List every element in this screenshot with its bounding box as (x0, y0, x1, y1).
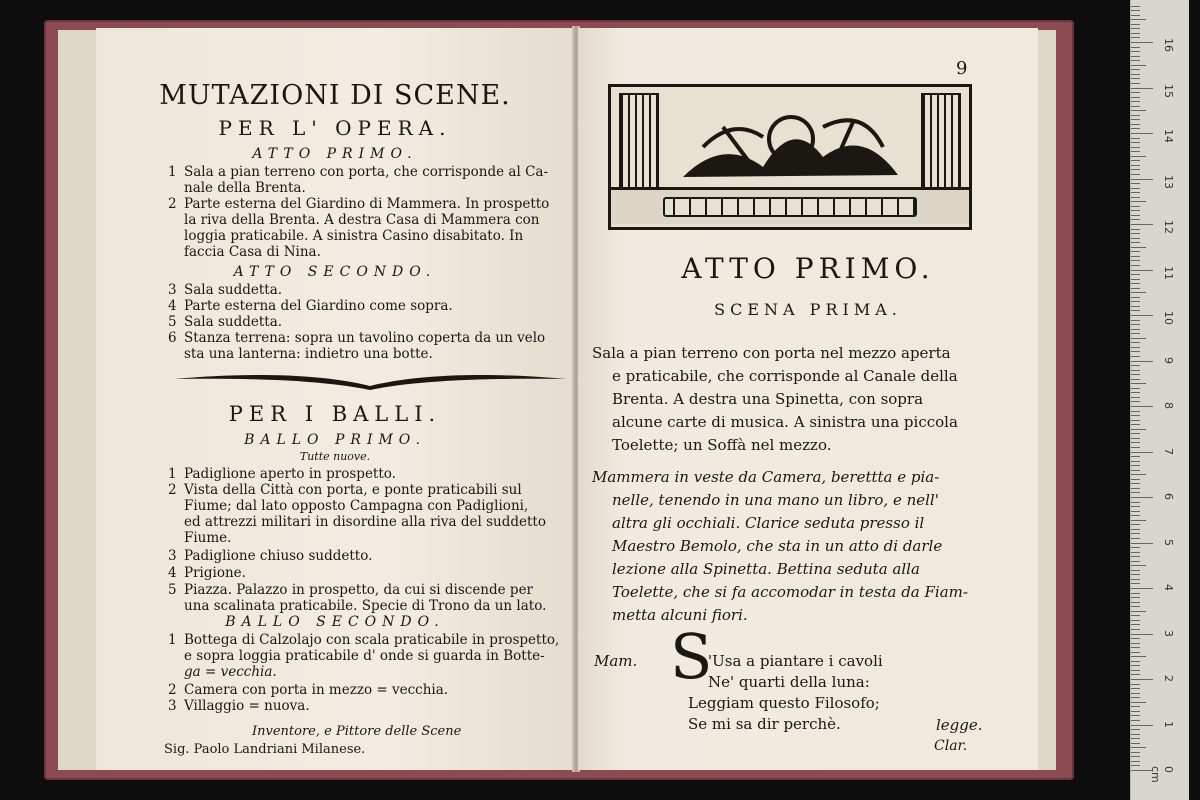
ruler-tick (1131, 169, 1140, 170)
ruler-tick (1131, 479, 1140, 480)
stage-line: altra gli occhiali. Clarice seduta presso il (612, 514, 925, 532)
ruler-tick (1131, 6, 1140, 7)
ruler-tick (1131, 306, 1140, 307)
ruler-label: 12 (1162, 220, 1175, 234)
ruler-tick (1131, 297, 1140, 298)
ruler-tick (1131, 574, 1140, 575)
per-i-balli-heading: PER I BALLI. (228, 402, 442, 426)
ballo-primo-heading: BALLO PRIMO. (244, 432, 426, 448)
ruler-tick (1131, 670, 1140, 671)
ruler-tick (1131, 734, 1140, 735)
ruler-tick (1131, 88, 1153, 89)
ruler-tick (1131, 119, 1140, 120)
ruler-tick (1131, 78, 1140, 79)
ruler-label: 6 (1162, 493, 1175, 500)
ruler-label: 15 (1162, 83, 1175, 98)
ruler-tick (1131, 60, 1140, 61)
ruler-tick (1131, 356, 1140, 357)
ruler-tick (1131, 556, 1140, 557)
list-item: 5 Sala suddetta. (168, 314, 283, 330)
ruler-tick (1131, 251, 1140, 252)
ballo-primo-note: Tutte nuove. (299, 450, 371, 463)
list-item: 3 Sala suddetta. (168, 282, 283, 298)
ruler-tick (1131, 643, 1140, 644)
ruler-label: 0 cm (1149, 766, 1175, 783)
list-item: ed attrezzi militari in disordine alla riva del suddetto (184, 514, 546, 530)
list-item: 6 Stanza terrena: sopra un tavolino coperta da un velo (168, 330, 546, 346)
ruler-tick (1131, 511, 1140, 512)
measuring-ruler (1130, 0, 1189, 800)
column-left (619, 93, 659, 191)
ruler-tick (1131, 483, 1140, 484)
ruler-tick (1131, 702, 1146, 703)
ruler-tick (1131, 174, 1140, 175)
list-item: 1 Padiglione aperto in prospetto. (168, 466, 396, 482)
ruler-tick (1131, 260, 1140, 261)
list-item: una scalinata praticabile. Specie di Trono da un lato. (184, 598, 547, 614)
list-item: 2 Vista della Città con porta, e ponte praticabili sul (168, 482, 522, 498)
ruler-tick (1131, 19, 1146, 20)
atto-secondo-heading: ATTO SECONDO. (233, 264, 437, 280)
verse-line: Ne' quarti della luna: (708, 673, 870, 691)
list-item: 2 Parte esterna del Giardino di Mammera. In prospetto (168, 196, 550, 212)
ruler-tick (1131, 652, 1140, 653)
ruler-tick (1131, 433, 1140, 434)
list-item: faccia Casa di Nina. (184, 244, 321, 260)
ruler-tick (1131, 51, 1140, 52)
ruler-tick (1131, 28, 1140, 29)
ruler-tick (1131, 688, 1140, 689)
ruler-label: 4 (1162, 584, 1175, 591)
ruler-tick (1131, 756, 1140, 757)
stage-line: lezione alla Spinetta. Bettina seduta alla (612, 560, 920, 578)
ruler-tick (1131, 543, 1153, 544)
ruler-tick (1131, 593, 1140, 594)
right-page-edges (1036, 30, 1056, 770)
ruler-tick (1131, 602, 1140, 603)
ruler-tick (1131, 442, 1140, 443)
verse-line: 'Usa a piantare i cavoli (708, 652, 883, 670)
ruler-tick (1131, 179, 1153, 180)
ruler-tick (1131, 738, 1140, 739)
ruler-tick (1131, 679, 1153, 680)
ruler-tick (1131, 292, 1146, 293)
stage-line: Maestro Bemolo, che sta in un atto di darle (612, 537, 943, 555)
ruler-tick (1131, 206, 1140, 207)
ruler-tick (1131, 474, 1146, 475)
setting-line: Brenta. A destra una Spinetta, con sopra (612, 390, 924, 408)
ruler-tick (1131, 142, 1140, 143)
decorative-vignette (608, 84, 972, 230)
ruler-tick (1131, 656, 1146, 657)
ruler-tick (1131, 242, 1140, 243)
setting-line: Toelette; un Soffà nel mezzo. (612, 436, 832, 454)
credit-line-2: Sig. Paolo Landriani Milanese. (164, 742, 366, 757)
stage-line: Toelette, che si fa accomodar in testa da Fiam- (612, 583, 968, 601)
ruler-label: 9 (1162, 356, 1175, 364)
ruler-tick (1131, 761, 1140, 762)
ruler-label: 3 (1162, 629, 1175, 637)
ruler-tick (1131, 624, 1140, 625)
ruler-tick (1131, 310, 1140, 311)
ruler-tick (1131, 279, 1140, 280)
trophy-ornament-icon (663, 97, 913, 187)
ruler-tick (1131, 138, 1140, 139)
setting-line: Sala a pian terreno con porta nel mezzo aperta (592, 344, 951, 362)
ruler-tick (1131, 492, 1140, 493)
ruler-tick (1131, 210, 1140, 211)
ruler-tick (1131, 588, 1153, 589)
ruler-tick (1131, 502, 1140, 503)
ruler-tick (1131, 374, 1140, 375)
ruler-label: 7 (1162, 447, 1175, 455)
ruler-tick (1131, 351, 1140, 352)
ruler-tick (1131, 715, 1140, 716)
ruler-tick (1131, 147, 1140, 148)
ruler-tick (1131, 83, 1140, 84)
ruler-tick (1131, 629, 1140, 630)
ruler-tick (1131, 124, 1140, 125)
list-item: 1 Sala a pian terreno con porta, che corrisponde al Ca- (168, 164, 549, 180)
ruler-tick (1131, 725, 1153, 726)
ruler-tick (1131, 329, 1140, 330)
ruler-tick (1131, 620, 1140, 621)
ruler-tick (1131, 106, 1140, 107)
ruler-tick (1131, 570, 1140, 571)
ruler-tick (1131, 215, 1140, 216)
ruler-tick (1131, 69, 1140, 70)
list-item: la riva della Brenta. A destra Casa di Mammera con (184, 212, 540, 228)
ruler-tick (1131, 342, 1140, 343)
ruler-tick (1131, 583, 1140, 584)
ruler-tick (1131, 324, 1140, 325)
ruler-tick (1131, 92, 1140, 93)
ruler-tick (1131, 397, 1140, 398)
ruler-tick (1131, 283, 1140, 284)
ruler-tick (1131, 201, 1146, 202)
ruler-tick (1131, 438, 1140, 439)
ruler-tick (1131, 752, 1140, 753)
ruler-tick (1131, 674, 1140, 675)
ruler-tick (1131, 665, 1140, 666)
stage-line: Mammera in veste da Camera, berettta e pia- (592, 468, 940, 486)
ruler-tick (1131, 693, 1140, 694)
ruler-tick (1131, 684, 1140, 685)
ruler-tick (1131, 447, 1140, 448)
scene-title: SCENA PRIMA. (714, 300, 902, 319)
ruler-tick (1131, 661, 1140, 662)
ruler-tick (1131, 465, 1140, 466)
page-title: MUTAZIONI DI SCENE. (159, 80, 511, 111)
ruler-tick (1131, 552, 1140, 553)
ruler-tick (1131, 24, 1140, 25)
list-item: nale della Brenta. (184, 180, 306, 196)
list-item: 5 Piazza. Palazzo in prospetto, da cui si discende per (168, 582, 534, 598)
stage-line: nelle, tenendo in una mano un libro, e nell' (612, 491, 939, 509)
ruler-tick (1131, 515, 1140, 516)
ruler-tick (1131, 188, 1140, 189)
ruler-tick (1131, 506, 1140, 507)
ruler-tick (1131, 706, 1140, 707)
setting-line: alcune carte di musica. A sinistra una piccola (612, 413, 958, 431)
list-item: 1 Bottega di Calzolajo con scala praticabile in prospetto, (168, 632, 560, 648)
ruler-tick (1131, 97, 1140, 98)
list-item: 4 Parte esterna del Giardino come sopra. (168, 298, 453, 314)
ruler-tick (1131, 47, 1140, 48)
ruler-tick (1131, 110, 1146, 111)
ruler-tick (1131, 338, 1146, 339)
ornamental-divider (172, 366, 568, 392)
ruler-tick (1131, 634, 1153, 635)
ruler-tick (1131, 74, 1140, 75)
ruler-tick (1131, 192, 1140, 193)
ruler-label: 1 (1162, 720, 1175, 728)
ruler-tick (1131, 229, 1140, 230)
ruler-tick (1131, 197, 1140, 198)
list-item: 3 Villaggio = nuova. (168, 698, 310, 714)
list-item: Fiume. (184, 530, 232, 546)
ruler-tick (1131, 452, 1153, 453)
ruler-tick (1131, 238, 1140, 239)
opera-subtitle: PER L' OPERA. (218, 116, 452, 140)
ruler-tick (1131, 606, 1140, 607)
ruler-tick (1131, 415, 1140, 416)
ruler-tick (1131, 743, 1140, 744)
ruler-tick (1131, 392, 1140, 393)
verse-line: Se mi sa dir perchè. (688, 715, 841, 733)
ballo-secondo-heading: BALLO SECONDO. (225, 614, 445, 630)
ruler-tick (1131, 615, 1140, 616)
ruler-tick (1131, 101, 1140, 102)
ruler-tick (1131, 420, 1140, 421)
ruler-tick (1131, 320, 1140, 321)
ruler-tick (1131, 347, 1140, 348)
ruler-tick (1131, 10, 1140, 11)
right-page (578, 28, 1038, 770)
ruler-tick (1131, 274, 1140, 275)
ruler-tick (1131, 488, 1140, 489)
list-item: 3 Padiglione chiuso suddetto. (168, 548, 373, 564)
ruler-label: 13 (1162, 174, 1175, 189)
ruler-tick (1131, 65, 1146, 66)
ruler-label: 11 (1162, 265, 1175, 280)
ruler-tick (1131, 37, 1140, 38)
atto-primo-heading: ATTO PRIMO. (252, 146, 418, 162)
ruler-tick (1131, 597, 1140, 598)
ruler-tick (1131, 729, 1140, 730)
ruler-tick (1131, 401, 1140, 402)
speaker-label: Mam. (594, 652, 638, 670)
ruler-tick (1131, 647, 1140, 648)
ruler-tick (1131, 288, 1140, 289)
ruler-tick (1131, 456, 1140, 457)
ruler-tick (1131, 247, 1146, 248)
setting-line: e praticabile, che corrisponde al Canale della (612, 367, 958, 385)
ruler-tick (1131, 388, 1140, 389)
ruler-tick (1131, 461, 1140, 462)
ruler-label: 16 (1162, 38, 1175, 52)
ruler-tick (1131, 538, 1140, 539)
ruler-tick (1131, 697, 1140, 698)
ruler-tick (1131, 301, 1140, 302)
ruler-tick (1131, 529, 1140, 530)
list-item: 4 Prigione. (168, 565, 246, 581)
verse-line: Leggiam questo Filosofo; (688, 694, 880, 712)
ruler-tick (1131, 533, 1140, 534)
list-item: loggia praticabile. A sinistra Casino disabitato. In (184, 228, 524, 244)
ruler-tick (1131, 383, 1146, 384)
ruler-tick (1131, 565, 1146, 566)
ruler-label: 8 (1162, 402, 1175, 409)
ruler-tick (1131, 379, 1140, 380)
drop-cap: S (670, 620, 713, 693)
ruler-tick (1131, 711, 1140, 712)
ruler-tick (1131, 406, 1153, 407)
ruler-label: 14 (1162, 129, 1175, 143)
ruler-tick (1131, 165, 1140, 166)
ruler-tick (1131, 524, 1140, 525)
ruler-tick (1131, 765, 1140, 766)
stage-direction: legge. (936, 716, 983, 734)
ruler-tick (1131, 15, 1140, 16)
ruler-tick (1131, 470, 1140, 471)
ruler-tick (1131, 160, 1140, 161)
ruler-tick (1131, 183, 1140, 184)
ruler-tick (1131, 361, 1153, 362)
ruler-tick (1131, 256, 1140, 257)
ruler-tick (1131, 56, 1140, 57)
ruler-tick (1131, 424, 1140, 425)
ruler-tick (1131, 547, 1140, 548)
ruler-tick (1131, 151, 1140, 152)
credit-line-1: Inventore, e Pittore delle Scene (252, 724, 462, 739)
stage-line: metta alcuni fiori. (612, 606, 748, 624)
ruler-tick (1131, 233, 1140, 234)
ruler-label: 5 (1162, 538, 1175, 546)
ruler-tick (1131, 315, 1153, 316)
list-item: Fiume; dal lato opposto Campagna con Padiglioni, (184, 498, 529, 514)
ruler-tick (1131, 520, 1146, 521)
list-item: ga = vecchia. (184, 664, 277, 680)
list-item: 2 Camera con porta in mezzo = vecchia. (168, 682, 449, 698)
ruler-tick (1131, 265, 1140, 266)
ruler-tick (1131, 370, 1140, 371)
list-item: sta una lanterna: indietro una botte. (184, 346, 433, 362)
ruler-tick (1131, 720, 1140, 721)
ruler-tick (1131, 638, 1140, 639)
ruler-tick (1131, 219, 1140, 220)
ruler-tick (1131, 365, 1140, 366)
ruler-tick (1131, 115, 1140, 116)
left-page (96, 28, 575, 770)
ruler-tick (1131, 42, 1153, 43)
ruler-tick (1131, 561, 1140, 562)
act-title: ATTO PRIMO. (681, 252, 935, 285)
ruler-tick (1131, 497, 1153, 498)
ruler-tick (1131, 33, 1140, 34)
ruler-tick (1131, 128, 1140, 129)
vignette-frieze (663, 197, 917, 217)
page-number: 9 (956, 58, 968, 79)
list-item: e sopra loggia praticabile d' onde si guarda in Botte- (184, 648, 545, 664)
ruler-tick (1131, 133, 1153, 134)
ruler-tick (1131, 611, 1146, 612)
column-right (921, 93, 961, 191)
ruler-tick (1131, 429, 1146, 430)
ruler-tick (1131, 747, 1146, 748)
ruler-tick (1131, 579, 1140, 580)
ruler-tick (1131, 333, 1140, 334)
next-speaker-label: Clar. (934, 738, 968, 754)
ruler-tick (1131, 411, 1140, 412)
ruler-tick (1131, 224, 1153, 225)
ruler-tick (1131, 156, 1146, 157)
ruler-tick (1131, 270, 1153, 271)
ruler-label: 2 (1162, 675, 1175, 682)
left-page-edges (58, 30, 98, 770)
ruler-label: 10 (1162, 311, 1175, 325)
